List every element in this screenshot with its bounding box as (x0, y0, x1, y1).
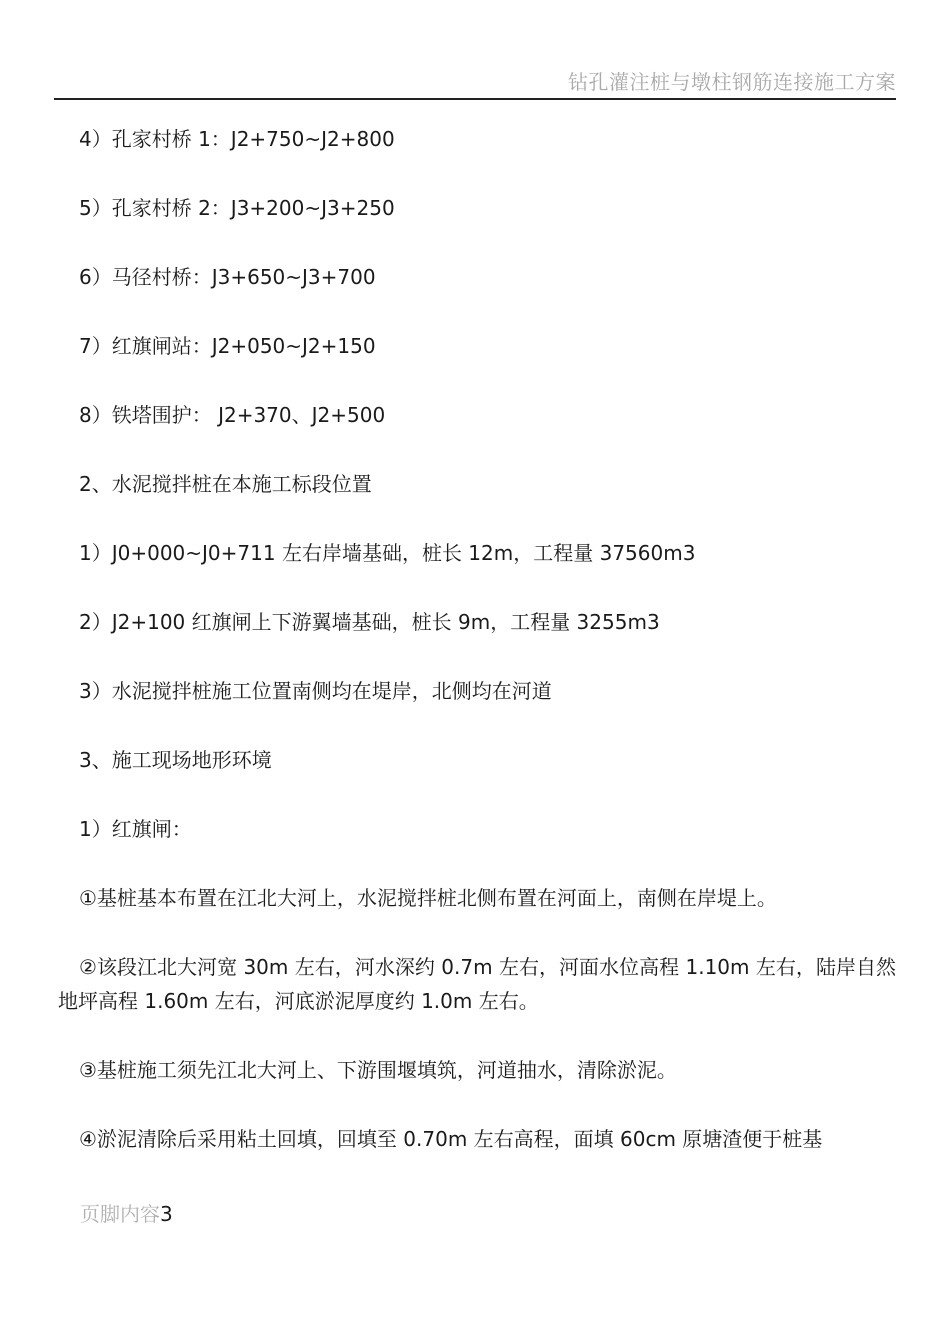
page-footer (80, 1198, 173, 1227)
list-item-station-7: 7）红旗闸站：J2+050~J2+150 (79, 334, 376, 358)
list-item-bridge-5: 5）孔家村桥 2：J3+200~J3+250 (79, 196, 395, 220)
document-body (58, 122, 896, 1191)
header-title: 钻孔灌注桩与墩柱钢筋连接施工方案 (568, 70, 896, 94)
list-item-bridge-4: 4）孔家村桥 1：J2+750~J2+800 (79, 127, 395, 151)
point-1: ①基桩基本布置在江北大河上，水泥搅拌桩北侧布置在河面上，南侧在岸堤上。 (79, 886, 777, 910)
page-number: 3 (160, 1202, 173, 1226)
list-item-pile-1: 1）J0+000~J0+711 左右岸墙基础，桩长 12m，工程量 37560m3 (79, 541, 696, 565)
section-heading-2: 2、水泥搅拌桩在本施工标段位置 (79, 472, 372, 496)
point-3: ③基桩施工须先江北大河上、下游围堰填筑，河道抽水，清除淤泥。 (79, 1058, 677, 1082)
page-header (54, 62, 896, 100)
subsection-heading-hongqi: 1）红旗闸： (79, 817, 192, 841)
point-4: ④淤泥清除后采用粘土回填，回填至 0.70m 左右高程，面填 60cm 原塘渣便于桩基 (79, 1127, 823, 1151)
section-heading-3: 3、施工现场地形环境 (79, 748, 272, 772)
list-item-tower-8: 8）铁塔围护： J2+370、J2+500 (79, 403, 386, 427)
footer-label: 页脚内容 (80, 1202, 160, 1226)
list-item-bridge-6: 6）马径村桥：J3+650~J3+700 (79, 265, 376, 289)
list-item-pile-3: 3）水泥搅拌桩施工位置南侧均在堤岸，北侧均在河道 (79, 679, 552, 703)
list-item-pile-2: 2）J2+100 红旗闸上下游翼墙基础，桩长 9m，工程量 3255m3 (79, 610, 660, 634)
point-2: ②该段江北大河宽 30m 左右，河水深约 0.7m 左右，河面水位高程 1.10m 左右，陆岸自然地坪高程 1.60m 左右，河底淤泥厚度约 1.0m 左右。 (58, 955, 896, 1013)
